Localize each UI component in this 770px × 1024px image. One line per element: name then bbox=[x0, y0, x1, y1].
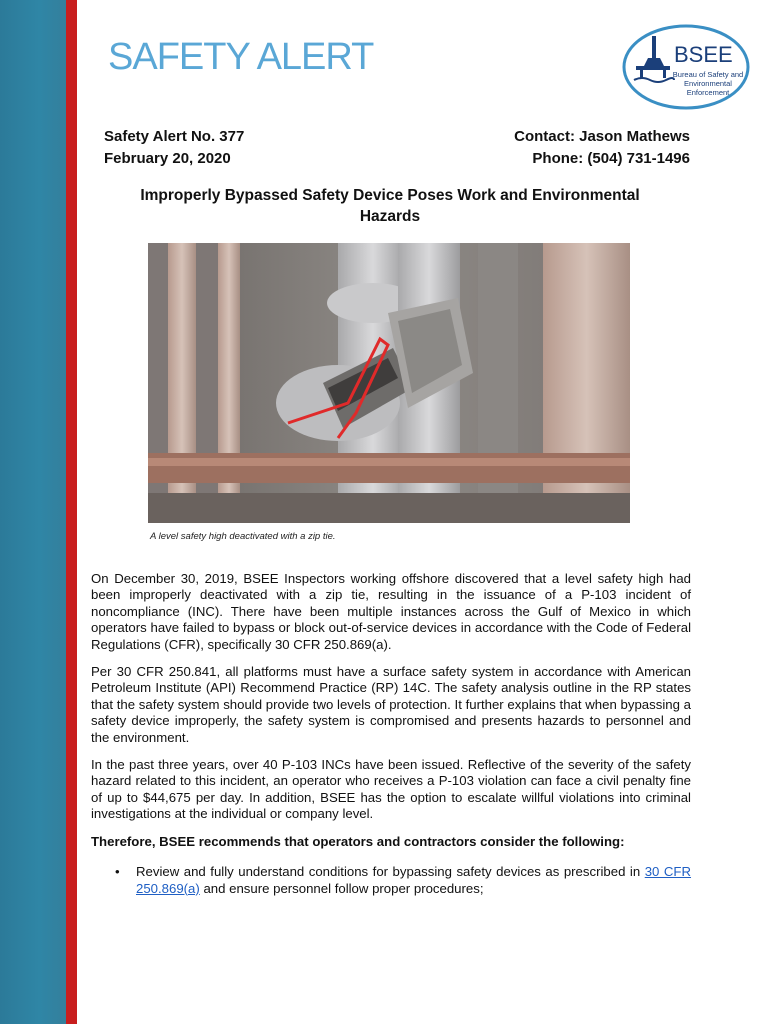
bullet-text-end: and ensure personnel follow proper procedures; bbox=[199, 880, 484, 896]
alert-date: February 20, 2020 bbox=[104, 150, 231, 167]
logo-subtitle-3: Enforcement bbox=[686, 88, 730, 97]
bullet-dot: • bbox=[115, 864, 120, 880]
photo-caption: A level safety high deactivated with a zip tie. bbox=[150, 531, 336, 542]
sidebar-red-stripe bbox=[66, 0, 77, 1024]
bullet-text-start: Review and fully understand conditions for bypassing safety devices as prescribed in bbox=[136, 864, 645, 880]
alert-number: Safety Alert No. 377 bbox=[104, 128, 245, 145]
contact-name: Contact: Jason Mathews bbox=[514, 128, 690, 145]
sidebar-blue-band bbox=[0, 0, 66, 1024]
recommendation-list bbox=[91, 864, 691, 897]
alert-meta-left bbox=[104, 126, 244, 170]
paragraph-1: On December 30, 2019, BSEE Inspectors working offshore discovered that a level safety high had been improperly deactivated with a zip tie, resulting in the issuance of a P-103 incident of noncompliance (INC). There have been multiple instances across the Gulf of Mexico in which operators have failed to bypass or block out-of-service devices in accordance with the Code of Federal Regulations (CFR), specifically 30 CFR 250.869(a). bbox=[91, 571, 691, 652]
alert-headline: Improperly Bypassed Safety Device Poses Work and Environmental Hazards bbox=[140, 187, 640, 225]
logo-subtitle-2: Environmental bbox=[684, 79, 732, 88]
bsee-logo bbox=[622, 24, 750, 110]
contact-phone: Phone: (504) 731-1496 bbox=[532, 150, 690, 167]
alert-meta-right bbox=[514, 126, 690, 170]
page-title: SAFETY ALERT bbox=[108, 36, 374, 78]
recommendation-heading: Therefore, BSEE recommends that operators and contractors consider the following: bbox=[91, 833, 625, 849]
paragraph-3: In the past three years, over 40 P-103 INCs have been issued. Reflective of the severity of the safety hazard related to this incident, an operator who receives a P-103 violation can face a civil penalty fine of up to $44,675 per day. In addition, BSEE has the option to escalate willful violations into criminal investigations at the individual or company level. bbox=[91, 757, 691, 822]
cfr-link[interactable]: 30 CFR 250.869(a) bbox=[136, 864, 692, 896]
list-item bbox=[91, 864, 691, 897]
logo-name: BSEE bbox=[674, 42, 733, 67]
incident-photo bbox=[148, 243, 630, 523]
alert-body bbox=[91, 571, 691, 897]
logo-subtitle-1: Bureau of Safety and bbox=[672, 70, 744, 79]
paragraph-2: Per 30 CFR 250.841, all platforms must have a surface safety system in accordance with American Petroleum Institute (API) Recommend Practice (RP) 14C. The safety analysis outline in the RP states that the safety system should provide two levels of protection. It further explains that when bypassing a safety device improperly, the safety system is compromised and presents hazards to personnel and the environment. bbox=[91, 664, 691, 745]
